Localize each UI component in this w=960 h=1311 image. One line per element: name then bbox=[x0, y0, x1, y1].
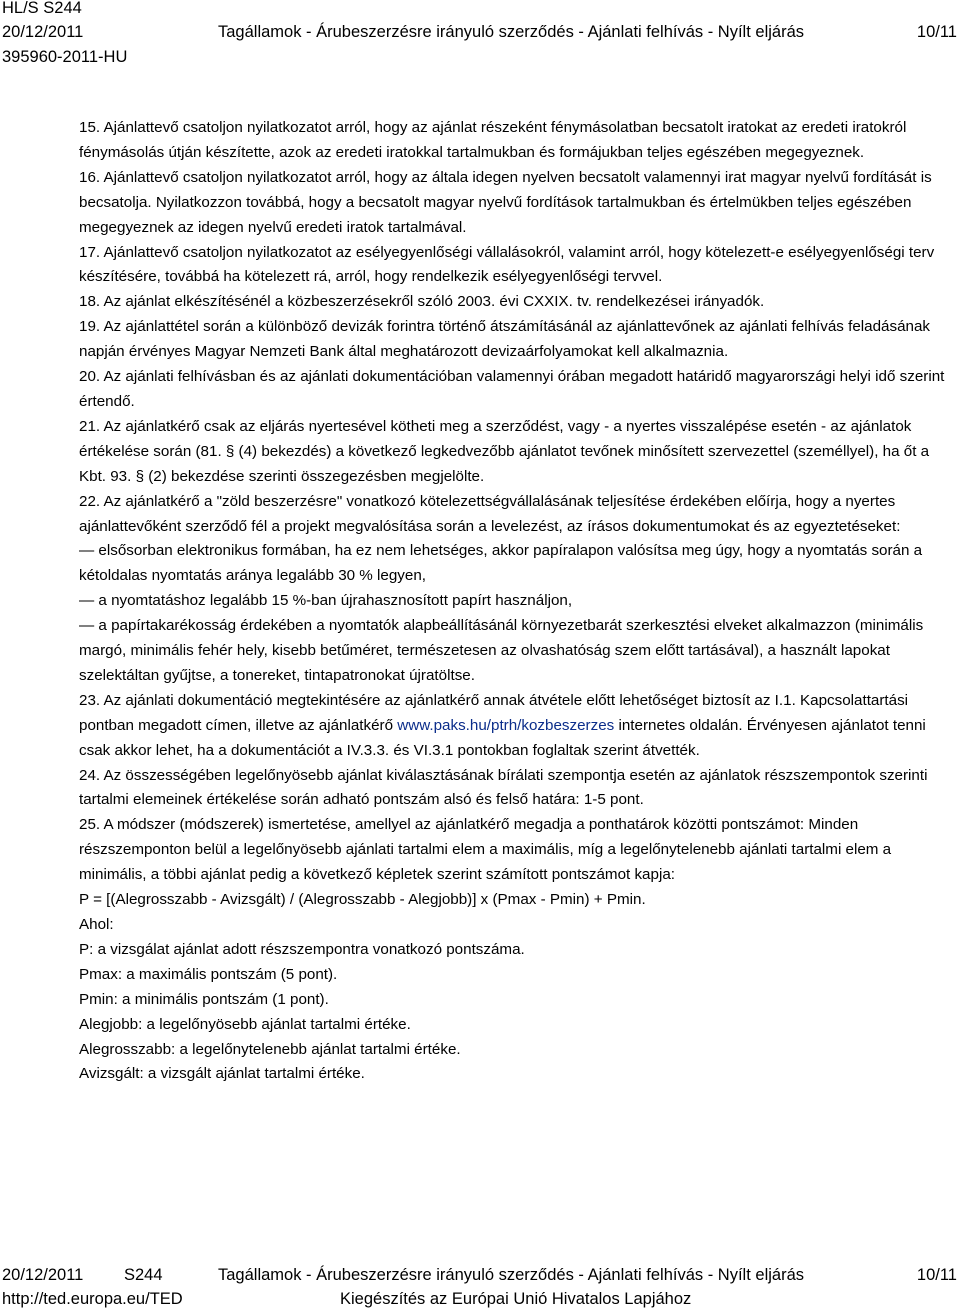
footer-page-number: 10/11 bbox=[916, 1266, 957, 1284]
list-item-recycled-paper: — a nyomtatáshoz legalább 15 %-ban újrahasznosított papírt használjon, bbox=[79, 592, 573, 610]
document-body bbox=[79, 116, 957, 1087]
header-title: Tagállamok - Árubeszerzésre irányuló szerződés - Ajánlati felhívás - Nyílt eljárás bbox=[218, 23, 804, 41]
paragraph-18: 18. Az ajánlat elkészítésénél a közbeszerzésekről szóló 2003. évi CXXIX. tv. rendelkezései irányadók. bbox=[79, 293, 765, 311]
footer-title: Tagállamok - Árubeszerzésre irányuló szerződés - Ajánlati felhívás - Nyílt eljárás bbox=[218, 1266, 804, 1284]
list-item-paper-saving: — a papírtakarékosság érdekében a nyomtatók alapbeállításánál környezetbarát szerkesztési elveket alkalmazzon (minimális margó, minimális fehér hely, kisebb betűméret, természetesen az olvashatóság szem előtt tartásával), a használt lapokat szelektáltan gyűjtse, a tonereket, tintapatronokat újratöltse. bbox=[79, 617, 924, 684]
paragraph-17: 17. Ajánlattevő csatoljon nyilatkozatot az esélyegyenlőségi vállalásokról, valamint arról, hogy kötelezett-e esélyegyenlőségi terv készítésére, továbbá ha kötelezett rá, arról, hogy rendelkezik esélyegyenlőségi tervvel. bbox=[79, 243, 935, 286]
ted-url[interactable]: http://ted.europa.eu/TED bbox=[2, 1290, 183, 1308]
paragraph-21: 21. Az ajánlatkérő csak az eljárás nyertesével kötheti meg a szerződést, vagy - a nyertes visszalépése esetén - az ajánlatok értékelése során (81. § (4) bekezdés) a következő legkedvezőbb ajánlatot tevőnek minősített szervezettel (személlyel), ha őt a Kbt. 93. § (2) bekezdése szerinti összegezésben megjelölte. bbox=[79, 417, 930, 485]
footer-issue: S244 bbox=[124, 1266, 163, 1284]
procurement-link[interactable]: www.paks.hu/ptrh/kozbeszerzes bbox=[397, 716, 615, 734]
page-footer bbox=[0, 1264, 960, 1311]
scoring-formula: P = [(Alegrosszabb - Avizsgált) / (Alegrosszabb - Alegjobb)] x (Pmax - Pmin) + Pmin. bbox=[79, 891, 646, 909]
paragraph-15: 15. Ajánlattevő csatoljon nyilatkozatot arról, hogy az ajánlat részeként fénymásolatban becsatolt iratokat az eredeti iratokról fénymásolás útján készítette, azok az eredeti iratokkal tartalmukban és formájukban teljes egészében megegyeznek. bbox=[79, 119, 907, 161]
paragraph-23 bbox=[79, 689, 957, 764]
paragraph-16: 16. Ajánlattevő csatoljon nyilatkozatot arról, hogy az általa idegen nyelven becsatolt valamennyi irat magyar nyelvű fordítását is becsatolja. Nyilatkozzon továbbá, hogy a becsatolt magyar nyelvű fordítások tartalmukban és értelmükben teljes egészében megegyeznek az idegen nyelvű eredeti iratok tartalmával. bbox=[79, 168, 932, 236]
definition-alegjobb: Alegjobb: a legelőnyösebb ajánlat tartalmi értéke. bbox=[79, 1015, 411, 1033]
paragraph-20: 20. Az ajánlati felhívásban és az ajánlati dokumentációban valamennyi órában megadott határidő magyarországi helyi idő szerint értendő. bbox=[79, 368, 945, 410]
definition-pmin: Pmin: a minimális pontszám (1 pont). bbox=[79, 990, 329, 1008]
paragraph-24: 24. Az összességében legelőnyösebb ajánlat kiválasztásának bírálati szempontja esetén az ajánlatok részszempontok szerinti tartalmi elemeinek értékelése során adható pontszám alsó és felső határa: 1-5 pont. bbox=[79, 766, 928, 809]
formula-where-label: Ahol: bbox=[79, 916, 114, 933]
paragraph-23-text-start: 23. Az ajánlati dokumentáció megtekintésére az ajánlatkérő annak átvétele előtt lehetőséget biztosít az I.1. Kapcsolattartási pontban megadott címen, illetve az ajánlatkérő bbox=[79, 691, 909, 734]
definition-avizsgalt: Avizsgált: a vizsgált ajánlat tartalmi értéke. bbox=[79, 1065, 365, 1083]
paragraph-23-text-end: internetes oldalán. Érvényesen ajánlatot tenni csak akkor lehet, ha a dokumentációt a IV.3.3. és VI.3.1 pontokban foglaltak szerint átvették. bbox=[79, 716, 926, 759]
definition-p: P: a vizsgálat ajánlat adott részszempontra vonatkozó pontszáma. bbox=[79, 940, 525, 958]
definition-pmax: Pmax: a maximális pontszám (5 pont). bbox=[79, 965, 338, 983]
footer-date: 20/12/2011 bbox=[2, 1266, 84, 1284]
paragraph-22: 22. Az ajánlatkérő a "zöld beszerzésre" vonatkozó kötelezettségvállalásának teljesítése érdekében előírja, hogy a nyertes ajánlattevőként szerződő fél a projekt megvalósítása során a levelezést, az írásos dokumentumokat és az egyeztetéseket: bbox=[79, 492, 901, 535]
header-date: 20/12/2011 bbox=[2, 23, 84, 41]
paragraph-19: 19. Az ajánlattétel során a különböző devizák forintra történő átszámításánál az ajánlattevőnek az ajánlati felhívás feladásának napján érvényes Magyar Nemzeti Bank által meghatározott devizaárfolyamokat kell alkalmaznia. bbox=[79, 318, 931, 361]
supplement-title: Kiegészítés az Európai Unió Hivatalos Lapjához bbox=[340, 1290, 692, 1308]
list-item-electronic: — elsősorban elektronikus formában, ha ez nem lehetséges, akkor papíralapon valósítsa meg úgy, hogy a nyomtatás során a kétoldalas nyomtatás aránya legalább 30 % legyen, bbox=[79, 542, 923, 585]
definition-alegrosszabb: Alegrosszabb: a legelőnytelenebb ajánlat tartalmi értéke. bbox=[79, 1040, 461, 1058]
page-header bbox=[0, 0, 960, 70]
paragraph-25: 25. A módszer (módszerek) ismertetése, amellyel az ajánlatkérő megadja a ponthatárok közötti pontszámot: Minden részszemponton belül a legelőnyösebb ajánlati tartalmi elem a maximális, míg a legelőnytelenebb ajánlati tartalmi elem a minimális, a többi ajánlat pedig a következő képletek szerint számított pontszámot kapja: bbox=[79, 816, 892, 884]
notice-id: 395960-2011-HU bbox=[2, 48, 128, 66]
journal-code: HL/S S244 bbox=[2, 0, 82, 17]
header-page-number: 10/11 bbox=[916, 23, 957, 41]
